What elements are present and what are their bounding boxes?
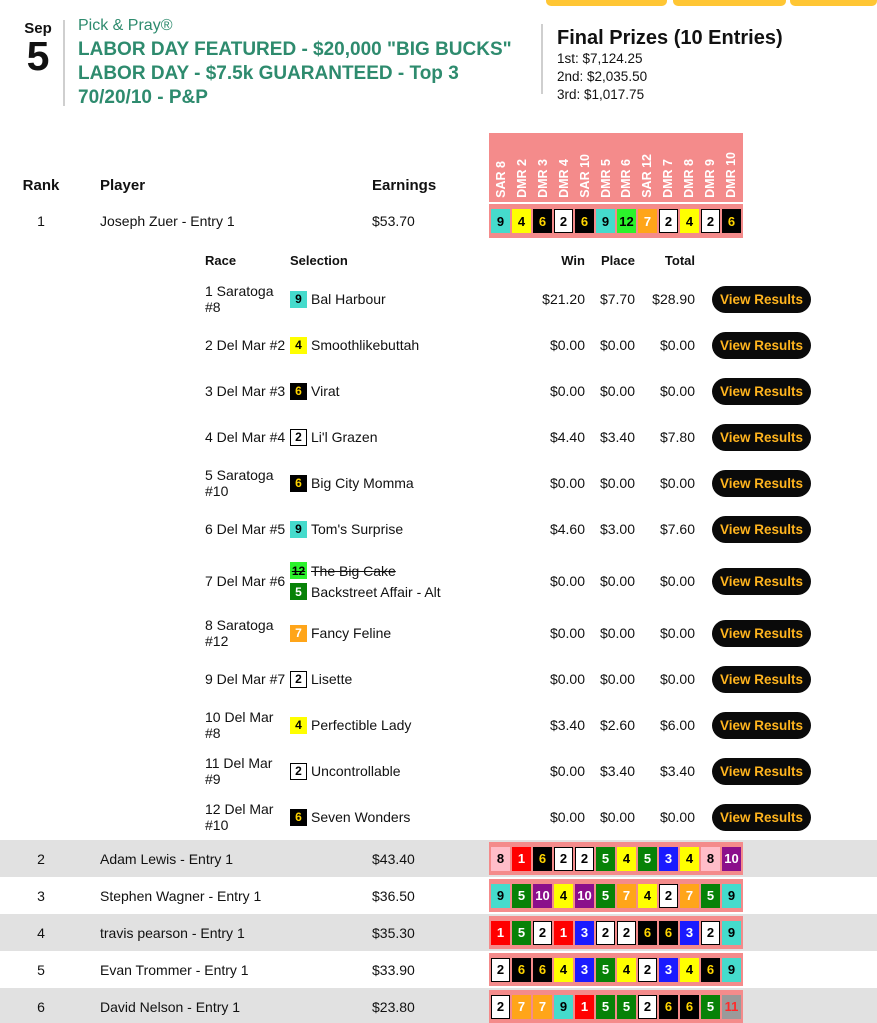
saddle-cloth-chip: 10 bbox=[722, 847, 741, 871]
saddle-cloth-chip: 4 bbox=[290, 337, 307, 354]
race-label: 10 Del Mar #8 bbox=[205, 709, 274, 741]
win-amount: $0.00 bbox=[549, 573, 585, 589]
selection-line bbox=[290, 337, 525, 354]
race-detail-row bbox=[0, 460, 877, 506]
entry-player-name: Joseph Zuer - Entry 1 bbox=[100, 213, 235, 229]
total-amount: $3.40 bbox=[659, 763, 695, 779]
total-amount: $0.00 bbox=[659, 809, 695, 825]
race-column-header: Race bbox=[205, 253, 237, 268]
horse-name: Fancy Feline bbox=[311, 625, 392, 641]
view-results-button[interactable]: View Results bbox=[712, 758, 811, 785]
win-amount: $4.60 bbox=[549, 521, 585, 537]
entry-player-name: Stephen Wagner - Entry 1 bbox=[100, 887, 262, 904]
saddle-cloth-chip: 9 bbox=[290, 521, 307, 538]
view-results-button[interactable]: View Results bbox=[712, 804, 811, 831]
saddle-cloth-chip: 5 bbox=[596, 958, 615, 982]
saddle-cloth-chip: 2 bbox=[701, 209, 720, 233]
selection-cell bbox=[290, 475, 525, 492]
race-label: 7 Del Mar #6 bbox=[205, 573, 286, 589]
view-results-button[interactable]: View Results bbox=[712, 516, 811, 543]
race-label: 9 Del Mar #7 bbox=[205, 671, 286, 687]
selection-cell bbox=[290, 717, 525, 734]
selection-line bbox=[290, 562, 525, 579]
saddle-cloth-chip: 12 bbox=[291, 563, 306, 578]
win-amount: $0.00 bbox=[549, 809, 585, 825]
place-amount: $0.00 bbox=[599, 383, 635, 399]
final-prizes-block bbox=[557, 26, 783, 104]
win-amount: $0.00 bbox=[549, 625, 585, 641]
final-prizes-heading: Final Prizes (10 Entries) bbox=[557, 27, 783, 49]
saddle-cloth-chip: 1 bbox=[512, 847, 531, 871]
saddle-cloth-chip: 8 bbox=[701, 847, 720, 871]
selection-cell bbox=[290, 671, 525, 688]
total-amount: $0.00 bbox=[659, 337, 695, 353]
contest-date bbox=[14, 20, 62, 77]
header-divider bbox=[63, 20, 65, 106]
horse-name: Lisette bbox=[311, 671, 353, 687]
race-detail-row bbox=[0, 794, 877, 840]
picks-strip bbox=[489, 990, 743, 1023]
view-results-button[interactable]: View Results bbox=[712, 620, 811, 647]
saddle-cloth-chip: 11 bbox=[722, 995, 741, 1019]
saddle-cloth-chip: 2 bbox=[554, 209, 573, 233]
detail-table-header bbox=[0, 240, 877, 276]
track-column bbox=[595, 159, 616, 202]
place-amount: $0.00 bbox=[599, 671, 635, 687]
entry-earnings: $36.50 bbox=[372, 887, 415, 904]
place-amount: $0.00 bbox=[599, 337, 635, 353]
prize-line: 2nd: $2,035.50 bbox=[557, 68, 648, 84]
track-label: DMR 4 bbox=[556, 159, 571, 198]
selection-line bbox=[290, 671, 525, 688]
saddle-cloth-chip: 7 bbox=[512, 995, 531, 1019]
saddle-cloth-chip: 12 bbox=[617, 209, 636, 233]
selection-line bbox=[290, 429, 525, 446]
entry-rank: 6 bbox=[37, 998, 45, 1015]
saddle-cloth-chip: 7 bbox=[617, 884, 636, 908]
saddle-cloth-chip: 2 bbox=[659, 884, 678, 908]
place-amount: $0.00 bbox=[599, 475, 635, 491]
horse-name: Big City Momma bbox=[311, 475, 414, 491]
prizes-divider bbox=[541, 24, 543, 94]
saddle-cloth-chip: 6 bbox=[533, 958, 552, 982]
total-amount: $0.00 bbox=[659, 671, 695, 687]
race-detail-row bbox=[0, 368, 877, 414]
selection-column-header: Selection bbox=[290, 253, 348, 268]
picks-strip bbox=[489, 842, 743, 875]
saddle-cloth-chip: 3 bbox=[575, 958, 594, 982]
saddle-cloth-chip: 10 bbox=[533, 884, 552, 908]
entry-player-name: David Nelson - Entry 1 bbox=[100, 998, 241, 1015]
race-label: 11 Del Mar #9 bbox=[205, 755, 273, 787]
selection-cell bbox=[290, 429, 525, 446]
track-column bbox=[699, 159, 720, 202]
race-label: 1 Saratoga #8 bbox=[205, 283, 274, 315]
track-label: DMR 6 bbox=[619, 159, 634, 198]
track-label: DMR 7 bbox=[661, 159, 676, 198]
total-amount: $6.00 bbox=[659, 717, 695, 733]
view-results-button[interactable]: View Results bbox=[712, 712, 811, 739]
race-label: 3 Del Mar #3 bbox=[205, 383, 286, 399]
track-label: SAR 10 bbox=[577, 154, 592, 198]
win-amount: $0.00 bbox=[549, 671, 585, 687]
prize-line: 1st: $7,124.25 bbox=[557, 51, 643, 66]
contest-header bbox=[0, 0, 877, 133]
view-results-button[interactable]: View Results bbox=[712, 286, 811, 313]
track-column bbox=[658, 159, 679, 202]
saddle-cloth-chip: 9 bbox=[554, 995, 573, 1019]
track-column bbox=[616, 159, 637, 202]
saddle-cloth-chip: 6 bbox=[533, 847, 552, 871]
leaderboard-entry-row[interactable] bbox=[0, 988, 877, 1023]
race-detail-row bbox=[0, 322, 877, 368]
win-column-header: Win bbox=[561, 253, 585, 268]
win-amount: $0.00 bbox=[549, 337, 585, 353]
track-column bbox=[574, 154, 595, 202]
race-detail-row bbox=[0, 276, 877, 322]
place-column-header: Place bbox=[601, 253, 635, 268]
player-column-header: Player bbox=[100, 177, 146, 194]
race-detail-row bbox=[0, 702, 877, 748]
saddle-cloth-chip: 6 bbox=[659, 921, 678, 945]
total-amount: $0.00 bbox=[659, 625, 695, 641]
total-amount: $0.00 bbox=[659, 383, 695, 399]
saddle-cloth-chip: 2 bbox=[554, 847, 573, 871]
saddle-cloth-chip: 2 bbox=[617, 921, 636, 945]
track-column bbox=[678, 159, 699, 202]
place-amount: $3.40 bbox=[599, 429, 635, 445]
prize-line: 3rd: $1,017.75 bbox=[557, 86, 645, 102]
saddle-cloth-chip: 5 bbox=[617, 995, 636, 1019]
selection-cell bbox=[290, 291, 525, 308]
date-day: 5 bbox=[26, 33, 50, 79]
saddle-cloth-chip: 6 bbox=[512, 958, 531, 982]
saddle-cloth-chip: 6 bbox=[722, 209, 741, 233]
horse-name: Perfectible Lady bbox=[311, 717, 412, 733]
saddle-cloth-chip: 4 bbox=[617, 847, 636, 871]
entry-rank: 5 bbox=[37, 961, 45, 978]
track-column bbox=[491, 161, 512, 202]
picks-strip bbox=[489, 953, 743, 986]
selection-cell bbox=[290, 562, 525, 600]
horse-name: Smoothlikebuttah bbox=[311, 337, 420, 353]
picks-strip bbox=[489, 916, 743, 949]
track-label: DMR 2 bbox=[515, 159, 530, 198]
saddle-cloth-chip: 4 bbox=[554, 884, 573, 908]
saddle-cloth-chip: 6 bbox=[659, 995, 678, 1019]
entry-player-name: Evan Trommer - Entry 1 bbox=[100, 961, 249, 978]
view-results-button[interactable]: View Results bbox=[712, 470, 811, 497]
saddle-cloth-chip: 3 bbox=[680, 921, 699, 945]
place-amount: $0.00 bbox=[599, 809, 635, 825]
race-label: 12 Del Mar #10 bbox=[205, 801, 274, 833]
total-amount: $0.00 bbox=[659, 573, 695, 589]
selection-cell bbox=[290, 763, 525, 780]
contest-title-block bbox=[78, 16, 536, 110]
view-results-button[interactable]: View Results bbox=[712, 378, 811, 405]
saddle-cloth-chip: 2 bbox=[575, 847, 594, 871]
saddle-cloth-chip: 2 bbox=[290, 671, 307, 688]
race-label: 2 Del Mar #2 bbox=[205, 337, 286, 353]
race-detail-row bbox=[0, 610, 877, 656]
saddle-cloth-chip: 7 bbox=[638, 209, 657, 233]
saddle-cloth-chip: 2 bbox=[290, 429, 307, 446]
saddle-cloth-chip: 2 bbox=[533, 921, 552, 945]
selection-cell bbox=[290, 383, 525, 400]
selection-line bbox=[290, 383, 525, 400]
saddle-cloth-chip: 4 bbox=[512, 209, 531, 233]
win-amount: $21.20 bbox=[542, 291, 585, 307]
saddle-cloth-chip: 9 bbox=[491, 209, 510, 233]
leaderboard-header bbox=[0, 133, 877, 202]
win-amount: $0.00 bbox=[549, 763, 585, 779]
saddle-cloth-chip: 5 bbox=[512, 921, 531, 945]
saddle-cloth-chip: 6 bbox=[533, 209, 552, 233]
race-label: 6 Del Mar #5 bbox=[205, 521, 286, 537]
prize-lines bbox=[557, 50, 783, 104]
leaderboard-first-entry bbox=[0, 202, 877, 240]
saddle-cloth-chip: 9 bbox=[722, 958, 741, 982]
total-column-header: Total bbox=[664, 253, 695, 268]
saddle-cloth-chip: 2 bbox=[701, 921, 720, 945]
saddle-cloth-chip: 9 bbox=[491, 884, 510, 908]
track-label: DMR 9 bbox=[702, 159, 717, 198]
saddle-cloth-chip: 1 bbox=[554, 921, 573, 945]
saddle-cloth-chip: 4 bbox=[680, 847, 699, 871]
picks-strip bbox=[489, 204, 743, 238]
selection-line bbox=[290, 717, 525, 734]
saddle-cloth-chip: 2 bbox=[596, 921, 615, 945]
track-label: DMR 5 bbox=[598, 159, 613, 198]
track-column bbox=[720, 152, 741, 202]
saddle-cloth-chip: 9 bbox=[722, 921, 741, 945]
saddle-cloth-chip: 5 bbox=[596, 995, 615, 1019]
saddle-cloth-chip: 4 bbox=[638, 884, 657, 908]
entry-rank: 4 bbox=[37, 924, 45, 941]
saddle-cloth-chip: 6 bbox=[575, 209, 594, 233]
race-label: 5 Saratoga #10 bbox=[205, 467, 274, 499]
saddle-cloth-chip: 2 bbox=[638, 958, 657, 982]
selection-line bbox=[290, 475, 525, 492]
saddle-cloth-chip: 5 bbox=[638, 847, 657, 871]
leaderboard-entry-row[interactable] bbox=[0, 840, 877, 877]
brand-label: Pick & Pray® bbox=[78, 17, 173, 34]
race-detail-rows bbox=[0, 276, 877, 840]
saddle-cloth-chip: 8 bbox=[491, 847, 510, 871]
win-amount: $3.40 bbox=[549, 717, 585, 733]
horse-name: Backstreet Affair - Alt bbox=[311, 583, 441, 600]
selection-line bbox=[290, 809, 525, 826]
leaderboard-entry-row[interactable] bbox=[0, 202, 877, 240]
selection-line bbox=[290, 625, 525, 642]
total-amount: $0.00 bbox=[659, 475, 695, 491]
saddle-cloth-chip: 6 bbox=[680, 995, 699, 1019]
saddle-cloth-chip: 5 bbox=[701, 884, 720, 908]
rank-column-header: Rank bbox=[22, 177, 60, 194]
entry-rank: 2 bbox=[37, 850, 45, 867]
saddle-cloth-chip: 6 bbox=[638, 921, 657, 945]
entry-earnings: $33.90 bbox=[372, 961, 415, 978]
saddle-cloth-chip: 2 bbox=[290, 763, 307, 780]
total-amount: $7.80 bbox=[659, 429, 695, 445]
horse-name: Virat bbox=[311, 383, 340, 399]
place-amount: $3.40 bbox=[599, 763, 635, 779]
track-label: SAR 8 bbox=[494, 161, 509, 198]
entry-rank: 3 bbox=[37, 887, 45, 904]
view-results-button[interactable]: View Results bbox=[712, 666, 811, 693]
view-results-button[interactable]: View Results bbox=[712, 332, 811, 359]
saddle-cloth-chip: 5 bbox=[290, 583, 307, 600]
saddle-cloth-chip: 5 bbox=[512, 884, 531, 908]
leaderboard-entry-row[interactable] bbox=[0, 877, 877, 914]
saddle-cloth-chip: 6 bbox=[290, 475, 307, 492]
saddle-cloth-chip: 10 bbox=[575, 884, 594, 908]
place-amount: $2.60 bbox=[599, 717, 635, 733]
horse-name: Seven Wonders bbox=[311, 809, 411, 825]
saddle-cloth-chip: 4 bbox=[617, 958, 636, 982]
place-amount: $0.00 bbox=[599, 573, 635, 589]
view-results-button[interactable]: View Results bbox=[712, 424, 811, 451]
date-month: Sep bbox=[24, 20, 52, 37]
entry-earnings: $53.70 bbox=[372, 213, 415, 229]
leaderboard-entry-row[interactable] bbox=[0, 951, 877, 988]
place-amount: $7.70 bbox=[599, 291, 635, 307]
saddle-cloth-chip: 9 bbox=[722, 884, 741, 908]
selection-cell bbox=[290, 337, 525, 354]
saddle-cloth-chip: 4 bbox=[680, 958, 699, 982]
saddle-cloth-chip: 3 bbox=[659, 847, 678, 871]
selection-line bbox=[290, 291, 525, 308]
win-amount: $0.00 bbox=[549, 475, 585, 491]
entry-rank: 1 bbox=[37, 213, 45, 229]
track-column bbox=[533, 159, 554, 202]
win-amount: $4.40 bbox=[549, 429, 585, 445]
saddle-cloth-chip: 7 bbox=[533, 995, 552, 1019]
entry-earnings: $23.80 bbox=[372, 998, 415, 1015]
race-label: 4 Del Mar #4 bbox=[205, 429, 286, 445]
selection-cell bbox=[290, 521, 525, 538]
saddle-cloth-chip: 9 bbox=[290, 291, 307, 308]
saddle-cloth-chip: 2 bbox=[659, 209, 678, 233]
saddle-cloth-chip: 1 bbox=[575, 995, 594, 1019]
race-tracks-header bbox=[489, 133, 743, 202]
total-amount: $7.60 bbox=[659, 521, 695, 537]
track-label: DMR 8 bbox=[681, 159, 696, 198]
track-label: DMR 3 bbox=[536, 159, 551, 198]
saddle-cloth-chip: 7 bbox=[290, 625, 307, 642]
horse-name: Li'l Grazen bbox=[311, 429, 378, 445]
race-label: 8 Saratoga #12 bbox=[205, 617, 274, 649]
saddle-cloth-chip: 2 bbox=[491, 958, 510, 982]
saddle-cloth-chip: 3 bbox=[575, 921, 594, 945]
track-label: SAR 12 bbox=[640, 154, 655, 198]
saddle-cloth-chip: 2 bbox=[638, 995, 657, 1019]
saddle-cloth-chip: 4 bbox=[680, 209, 699, 233]
selection-cell bbox=[290, 809, 525, 826]
race-detail-row bbox=[0, 552, 877, 610]
race-detail-row bbox=[0, 414, 877, 460]
earnings-column-header: Earnings bbox=[372, 177, 437, 194]
track-column bbox=[637, 154, 658, 202]
saddle-cloth-chip: 4 bbox=[554, 958, 573, 982]
selection-line bbox=[290, 763, 525, 780]
race-detail-row bbox=[0, 748, 877, 794]
place-amount: $3.00 bbox=[599, 521, 635, 537]
saddle-cloth-chip: 5 bbox=[701, 995, 720, 1019]
track-label: DMR 10 bbox=[723, 152, 738, 198]
leaderboard-entries bbox=[0, 840, 877, 1023]
total-amount: $28.90 bbox=[652, 291, 695, 307]
saddle-cloth-chip: 4 bbox=[290, 717, 307, 734]
horse-name: The Big Cake bbox=[311, 562, 396, 579]
saddle-cloth-chip: 5 bbox=[596, 847, 615, 871]
race-detail-row bbox=[0, 506, 877, 552]
picks-strip bbox=[489, 879, 743, 912]
track-column bbox=[512, 159, 533, 202]
saddle-cloth-chip: 2 bbox=[491, 995, 510, 1019]
saddle-cloth-chip: 7 bbox=[680, 884, 699, 908]
saddle-cloth-chip: 6 bbox=[290, 383, 307, 400]
saddle-cloth-chip: 1 bbox=[491, 921, 510, 945]
saddle-cloth-chip: 6 bbox=[290, 809, 307, 826]
saddle-cloth-chip: 9 bbox=[596, 209, 615, 233]
track-column bbox=[553, 159, 574, 202]
leaderboard-entry-row[interactable] bbox=[0, 914, 877, 951]
entry-earnings: $43.40 bbox=[372, 850, 415, 867]
entry-player-name: travis pearson - Entry 1 bbox=[100, 924, 245, 941]
view-results-button[interactable]: View Results bbox=[712, 568, 811, 595]
saddle-cloth-chip: 3 bbox=[659, 958, 678, 982]
horse-name: Bal Harbour bbox=[311, 291, 386, 307]
horse-name: Tom's Surprise bbox=[311, 521, 404, 537]
saddle-cloth-chip: 5 bbox=[596, 884, 615, 908]
entry-earnings: $35.30 bbox=[372, 924, 415, 941]
entry-player-name: Adam Lewis - Entry 1 bbox=[100, 850, 234, 867]
contest-title: LABOR DAY FEATURED - $20,000 "BIG BUCKS" LABOR DAY - $7.5k GUARANTEED - Top 3 70/20/10 - P&P bbox=[78, 38, 512, 108]
saddle-cloth-chip: 6 bbox=[701, 958, 720, 982]
selection-cell bbox=[290, 625, 525, 642]
selection-line bbox=[290, 583, 525, 600]
win-amount: $0.00 bbox=[549, 383, 585, 399]
horse-name: Uncontrollable bbox=[311, 763, 401, 779]
race-detail-row bbox=[0, 656, 877, 702]
selection-line bbox=[290, 521, 525, 538]
place-amount: $0.00 bbox=[599, 625, 635, 641]
